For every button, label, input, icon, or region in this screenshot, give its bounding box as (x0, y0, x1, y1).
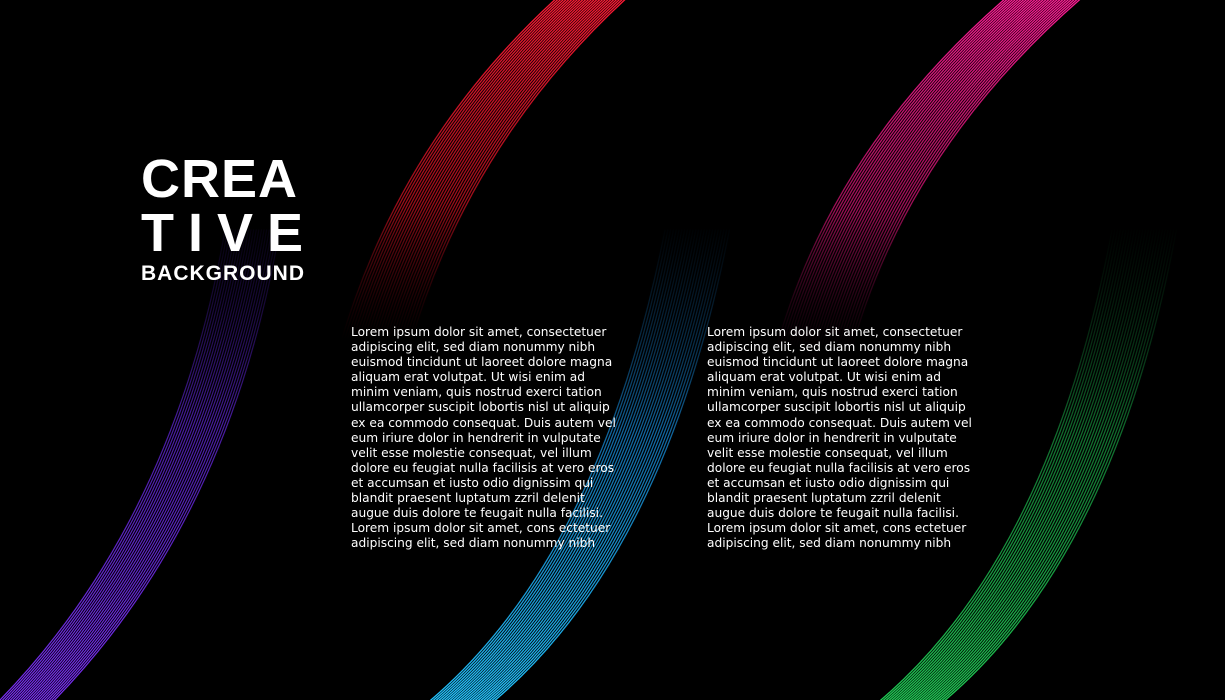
wave-stripe (786, 0, 1021, 355)
wave-stripe (5, 230, 230, 700)
body-text-line: blandit praesent luptatum zzril delenit (351, 491, 585, 506)
text-column-left (351, 325, 616, 551)
wave-stripe (8, 230, 233, 700)
body-text-line: dolore eu feugiat nulla facilisis at vero eros (351, 460, 615, 475)
wave-stripe (42, 230, 267, 700)
body-text-line: et accumsan et iusto odio dignissim qui (351, 475, 594, 490)
body-text-line: eum iriure dolor in hendrerit in vulputate (351, 430, 601, 445)
body-text-line: minim veniam, quis nostrud exerci tation (351, 385, 602, 400)
body-text-line: augue duis dolore te feugait nulla facilisi. (351, 506, 603, 521)
body-text-line: ex ea commodo consequat. Duis autem vel (707, 415, 972, 430)
headline-line-2: TIVE (141, 203, 318, 263)
wave-stripe (36, 230, 261, 700)
body-text-line: velit esse molestie consequat, vel illum (351, 445, 592, 460)
wave-stripe (39, 230, 264, 700)
wave-stripe (800, 0, 1035, 355)
wave-stripe (814, 0, 1049, 355)
wave-stripe (802, 0, 1037, 355)
headline-line-1: CREA (141, 149, 299, 209)
body-text-line: velit esse molestie consequat, vel illum (707, 445, 948, 460)
body-text-line: Lorem ipsum dolor sit amet, consectetuer (707, 325, 963, 339)
wave-stripe (777, 0, 1012, 355)
body-text-line: aliquam erat volutpat. Ut wisi enim ad (707, 370, 941, 385)
wave-stripe (376, 0, 596, 345)
wave-stripe (783, 0, 1018, 355)
wave-stripe (13, 230, 238, 700)
wave-stripe (805, 0, 1040, 355)
body-text-line: aliquam erat volutpat. Ut wisi enim ad (351, 370, 585, 385)
wave-stripe (774, 0, 1009, 355)
wave-stripe (23, 230, 248, 700)
body-text-line: Lorem ipsum dolor sit amet, cons ectetuer (707, 521, 967, 536)
body-text-line: euismod tincidunt ut laoreet dolore magna (707, 355, 969, 370)
wave-stripe (34, 230, 259, 700)
body-text-line: Lorem ipsum dolor sit amet, cons ectetuer (351, 521, 611, 536)
body-text-line: adipiscing elit, sed diam nonummy nibh (351, 340, 596, 355)
wave-stripe (18, 230, 243, 700)
wave-stripe (29, 230, 254, 700)
body-text-line: eum iriure dolor in hendrerit in vulputate (707, 430, 957, 445)
body-text-line: ullamcorper suscipit lobortis nisl ut aliquip (707, 400, 966, 415)
wave-stripe (16, 230, 241, 700)
body-text-line: augue duis dolore te feugait nulla facilisi. (707, 506, 959, 521)
wave-stripe (10, 230, 235, 700)
purple-wave-stripes (0, 230, 280, 700)
body-text-line: adipiscing elit, sed diam nonummy nibh (707, 536, 952, 551)
wave-stripe (780, 0, 1015, 355)
body-text-line: adipiscing elit, sed diam nonummy nibh (351, 536, 596, 551)
body-text-line: adipiscing elit, sed diam nonummy nibh (707, 340, 952, 355)
body-text-line: ullamcorper suscipit lobortis nisl ut aliquip (351, 400, 610, 415)
text-column-right (707, 325, 972, 551)
wave-stripe (794, 0, 1029, 355)
body-text-line: minim veniam, quis nostrud exerci tation (707, 385, 958, 400)
wave-stripe (788, 0, 1023, 355)
wave-stripe (808, 0, 1043, 355)
body-text-line: blandit praesent luptatum zzril delenit (707, 491, 941, 506)
body-text-line: et accumsan et iusto odio dignissim qui (707, 475, 950, 490)
magenta-wave-stripes (774, 0, 1085, 355)
wave-stripe (797, 0, 1032, 355)
body-text-line: ex ea commodo consequat. Duis autem vel (351, 415, 616, 430)
wave-stripe (31, 230, 256, 700)
wave-stripe (811, 0, 1046, 355)
body-text-line: Lorem ipsum dolor sit amet, consectetuer (351, 325, 607, 339)
headline (141, 149, 318, 286)
body-text-line: euismod tincidunt ut laoreet dolore magna (351, 355, 613, 370)
wave-stripe (21, 230, 246, 700)
headline-subtitle: BACKGROUND (141, 262, 305, 285)
body-text-line: dolore eu feugiat nulla facilisis at vero eros (707, 460, 971, 475)
red-wave-stripes (340, 0, 630, 345)
wave-stripe (791, 0, 1026, 355)
wave-stripe (379, 0, 599, 345)
wave-stripe (26, 230, 251, 700)
